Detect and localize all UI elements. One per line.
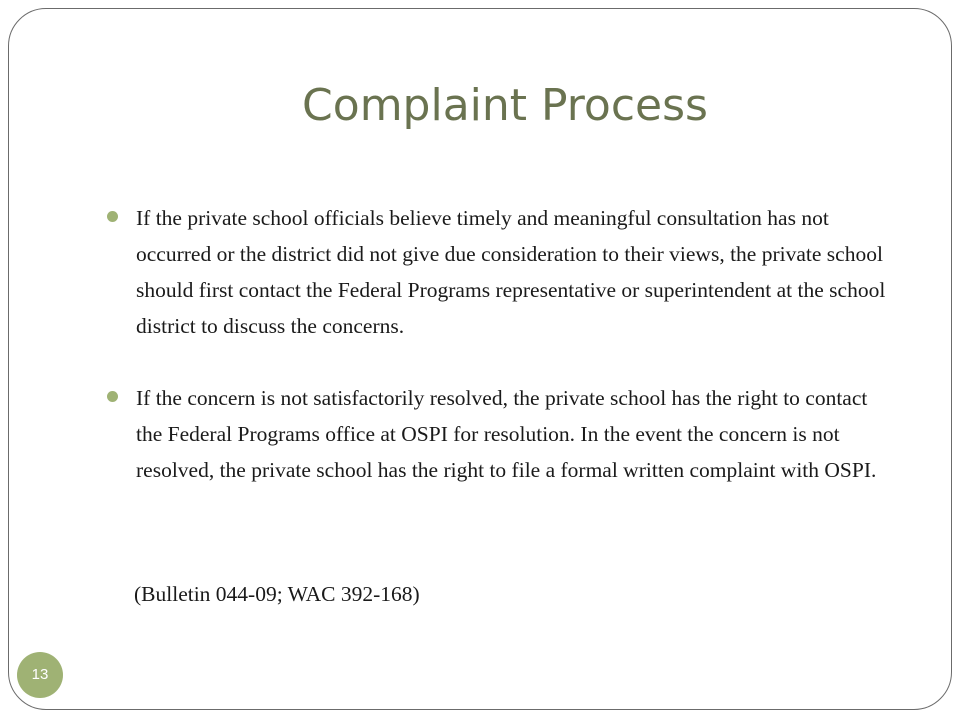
bullet-item xyxy=(104,200,894,344)
bullet-item xyxy=(104,380,894,488)
citation: (Bulletin 044-09; WAC 392-168) xyxy=(134,582,420,606)
bullet-dot-icon xyxy=(107,391,118,402)
bullet-text: If the private school officials believe timely and meaningful consultation has not occurred or the district did not give due consideration to their views, the private school should first contact the Federal Programs representative or superintendent at the school district to discuss the concerns. xyxy=(136,206,886,338)
bullet-text: If the concern is not satisfactorily resolved, the private school has the right to contact the Federal Programs office at OSPI for resolution. In the event the concern is not resolved, the private school has the right to file a formal written complaint with OSPI. xyxy=(136,386,877,482)
slide-title: Complaint Process xyxy=(302,80,708,131)
page-number-badge: 13 xyxy=(17,652,63,698)
bullet-list xyxy=(104,200,894,488)
bullet-dot-icon xyxy=(107,211,118,222)
